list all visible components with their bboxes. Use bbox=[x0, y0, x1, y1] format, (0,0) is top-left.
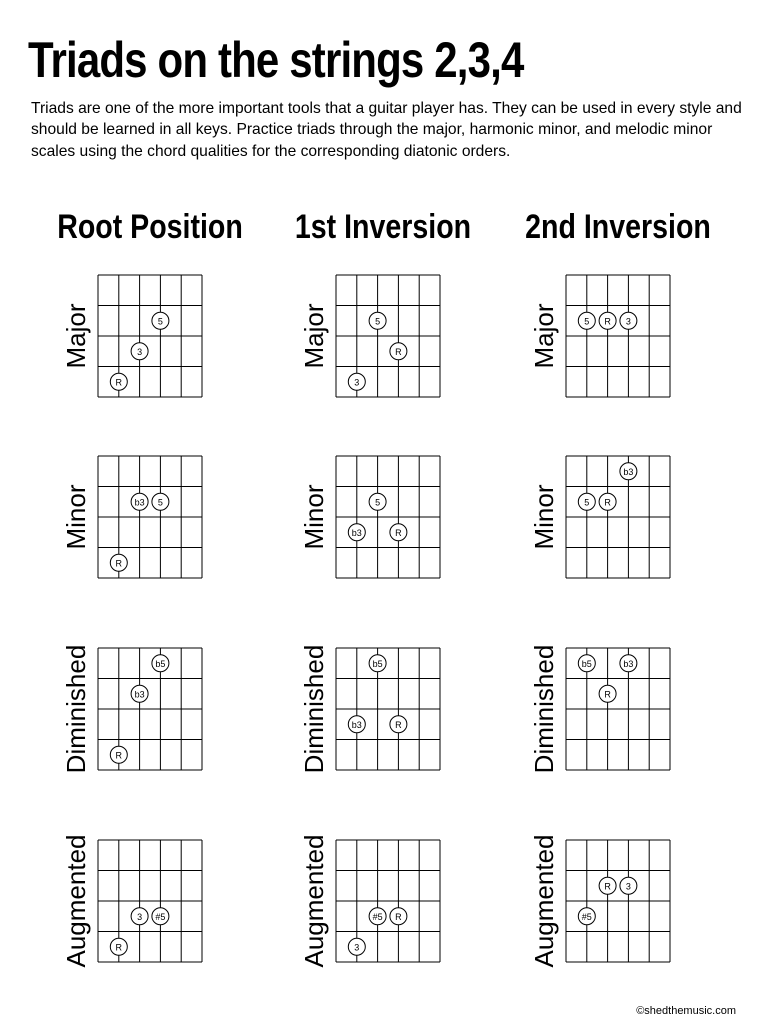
note-dot bbox=[152, 312, 169, 329]
chord-diagram bbox=[335, 274, 441, 398]
note-dot bbox=[599, 312, 616, 329]
footer-copyright: ©shedthemusic.com bbox=[636, 1005, 736, 1017]
note-dot bbox=[620, 655, 637, 672]
note-dot bbox=[131, 908, 148, 925]
note-dot bbox=[620, 312, 637, 329]
note-label: R bbox=[395, 346, 402, 357]
note-dot bbox=[348, 716, 365, 733]
note-dot bbox=[620, 877, 637, 894]
intro-paragraph: Triads are one of the more important tools that a guitar player has. They can be used in every style and should be learned in all keys. Practice triads through the major, harmonic minor, and melodic minor scales using the chord qualities for the corresponding diatonic orders. bbox=[31, 100, 742, 160]
chord-diagram bbox=[97, 455, 203, 579]
note-dot bbox=[152, 908, 169, 925]
note-label: b3 bbox=[351, 527, 362, 538]
note-dot bbox=[620, 463, 637, 480]
note-label: #5 bbox=[581, 911, 592, 922]
note-label: 3 bbox=[354, 942, 360, 953]
note-label: 5 bbox=[584, 316, 590, 327]
note-dot bbox=[599, 493, 616, 510]
note-label: 3 bbox=[625, 881, 631, 892]
note-label: #5 bbox=[155, 911, 166, 922]
note-dot bbox=[152, 655, 169, 672]
note-dot bbox=[131, 685, 148, 702]
note-label: R bbox=[115, 942, 123, 953]
note-dot bbox=[390, 343, 407, 360]
row-label-minor: Minor bbox=[61, 484, 91, 550]
note-label: 3 bbox=[137, 911, 143, 922]
note-label: R bbox=[395, 527, 402, 538]
note-dot bbox=[578, 312, 595, 329]
note-label: b5 bbox=[581, 658, 592, 669]
note-label: R bbox=[115, 750, 123, 761]
row-label-augmented: Augmented bbox=[529, 834, 559, 968]
row-label-minor: Minor bbox=[529, 484, 559, 550]
chord-diagram bbox=[335, 839, 441, 963]
note-dot bbox=[599, 685, 616, 702]
note-label: R bbox=[115, 377, 123, 388]
note-label: b5 bbox=[155, 658, 166, 669]
note-dot bbox=[152, 493, 169, 510]
row-label-minor: Minor bbox=[299, 484, 329, 550]
note-dot bbox=[110, 938, 127, 955]
row-label-major: Major bbox=[61, 303, 91, 369]
note-label: b3 bbox=[134, 689, 145, 700]
chord-diagram bbox=[97, 647, 203, 771]
note-label: 5 bbox=[157, 316, 163, 327]
row-label-diminished: Diminished bbox=[299, 644, 329, 774]
note-dot bbox=[369, 908, 386, 925]
note-dot bbox=[390, 524, 407, 541]
note-label: 5 bbox=[584, 497, 590, 508]
note-label: b3 bbox=[134, 497, 145, 508]
note-dot bbox=[110, 554, 127, 571]
chord-diagram bbox=[97, 839, 203, 963]
note-label: R bbox=[115, 558, 123, 569]
column-header-2nd-inversion: 2nd Inversion bbox=[525, 208, 711, 246]
column-header-1st-inversion: 1st Inversion bbox=[294, 208, 472, 246]
note-label: b3 bbox=[623, 658, 634, 669]
row-label-augmented: Augmented bbox=[61, 834, 91, 968]
note-label: 3 bbox=[354, 377, 360, 388]
note-label: 3 bbox=[137, 346, 143, 357]
note-dot bbox=[578, 908, 595, 925]
note-dot bbox=[390, 716, 407, 733]
note-dot bbox=[578, 493, 595, 510]
note-label: 3 bbox=[625, 316, 631, 327]
note-dot bbox=[110, 373, 127, 390]
chord-diagram bbox=[565, 274, 671, 398]
note-dot bbox=[348, 373, 365, 390]
note-label: R bbox=[604, 689, 611, 700]
note-label: b3 bbox=[623, 466, 634, 477]
note-dot bbox=[131, 493, 148, 510]
note-label: 5 bbox=[375, 316, 381, 327]
chord-diagram bbox=[335, 455, 441, 579]
note-dot bbox=[348, 524, 365, 541]
note-label: R bbox=[604, 497, 611, 508]
note-label: #5 bbox=[372, 911, 383, 922]
chord-diagram bbox=[565, 839, 671, 963]
note-dot bbox=[131, 343, 148, 360]
chord-diagram bbox=[335, 647, 441, 771]
note-label: R bbox=[604, 881, 611, 892]
note-dot bbox=[599, 877, 616, 894]
note-label: 5 bbox=[375, 497, 381, 508]
note-dot bbox=[369, 655, 386, 672]
note-label: R bbox=[395, 911, 402, 922]
note-label: 5 bbox=[157, 497, 163, 508]
note-dot bbox=[369, 493, 386, 510]
chord-diagram bbox=[565, 647, 671, 771]
note-dot bbox=[348, 938, 365, 955]
row-label-major: Major bbox=[529, 303, 559, 369]
note-label: R bbox=[604, 316, 611, 327]
note-dot bbox=[110, 746, 127, 763]
row-label-major: Major bbox=[299, 303, 329, 369]
column-header-root-position: Root Position bbox=[57, 208, 243, 246]
note-label: R bbox=[395, 719, 402, 730]
page-title: Triads on the strings 2,3,4 bbox=[28, 32, 524, 88]
row-label-augmented: Augmented bbox=[299, 834, 329, 968]
note-label: b3 bbox=[351, 719, 362, 730]
chord-diagram bbox=[97, 274, 203, 398]
note-dot bbox=[369, 312, 386, 329]
row-label-diminished: Diminished bbox=[61, 644, 91, 774]
chord-diagram bbox=[565, 455, 671, 579]
note-dot bbox=[578, 655, 595, 672]
note-label: b5 bbox=[372, 658, 383, 669]
note-dot bbox=[390, 908, 407, 925]
row-label-diminished: Diminished bbox=[529, 644, 559, 774]
